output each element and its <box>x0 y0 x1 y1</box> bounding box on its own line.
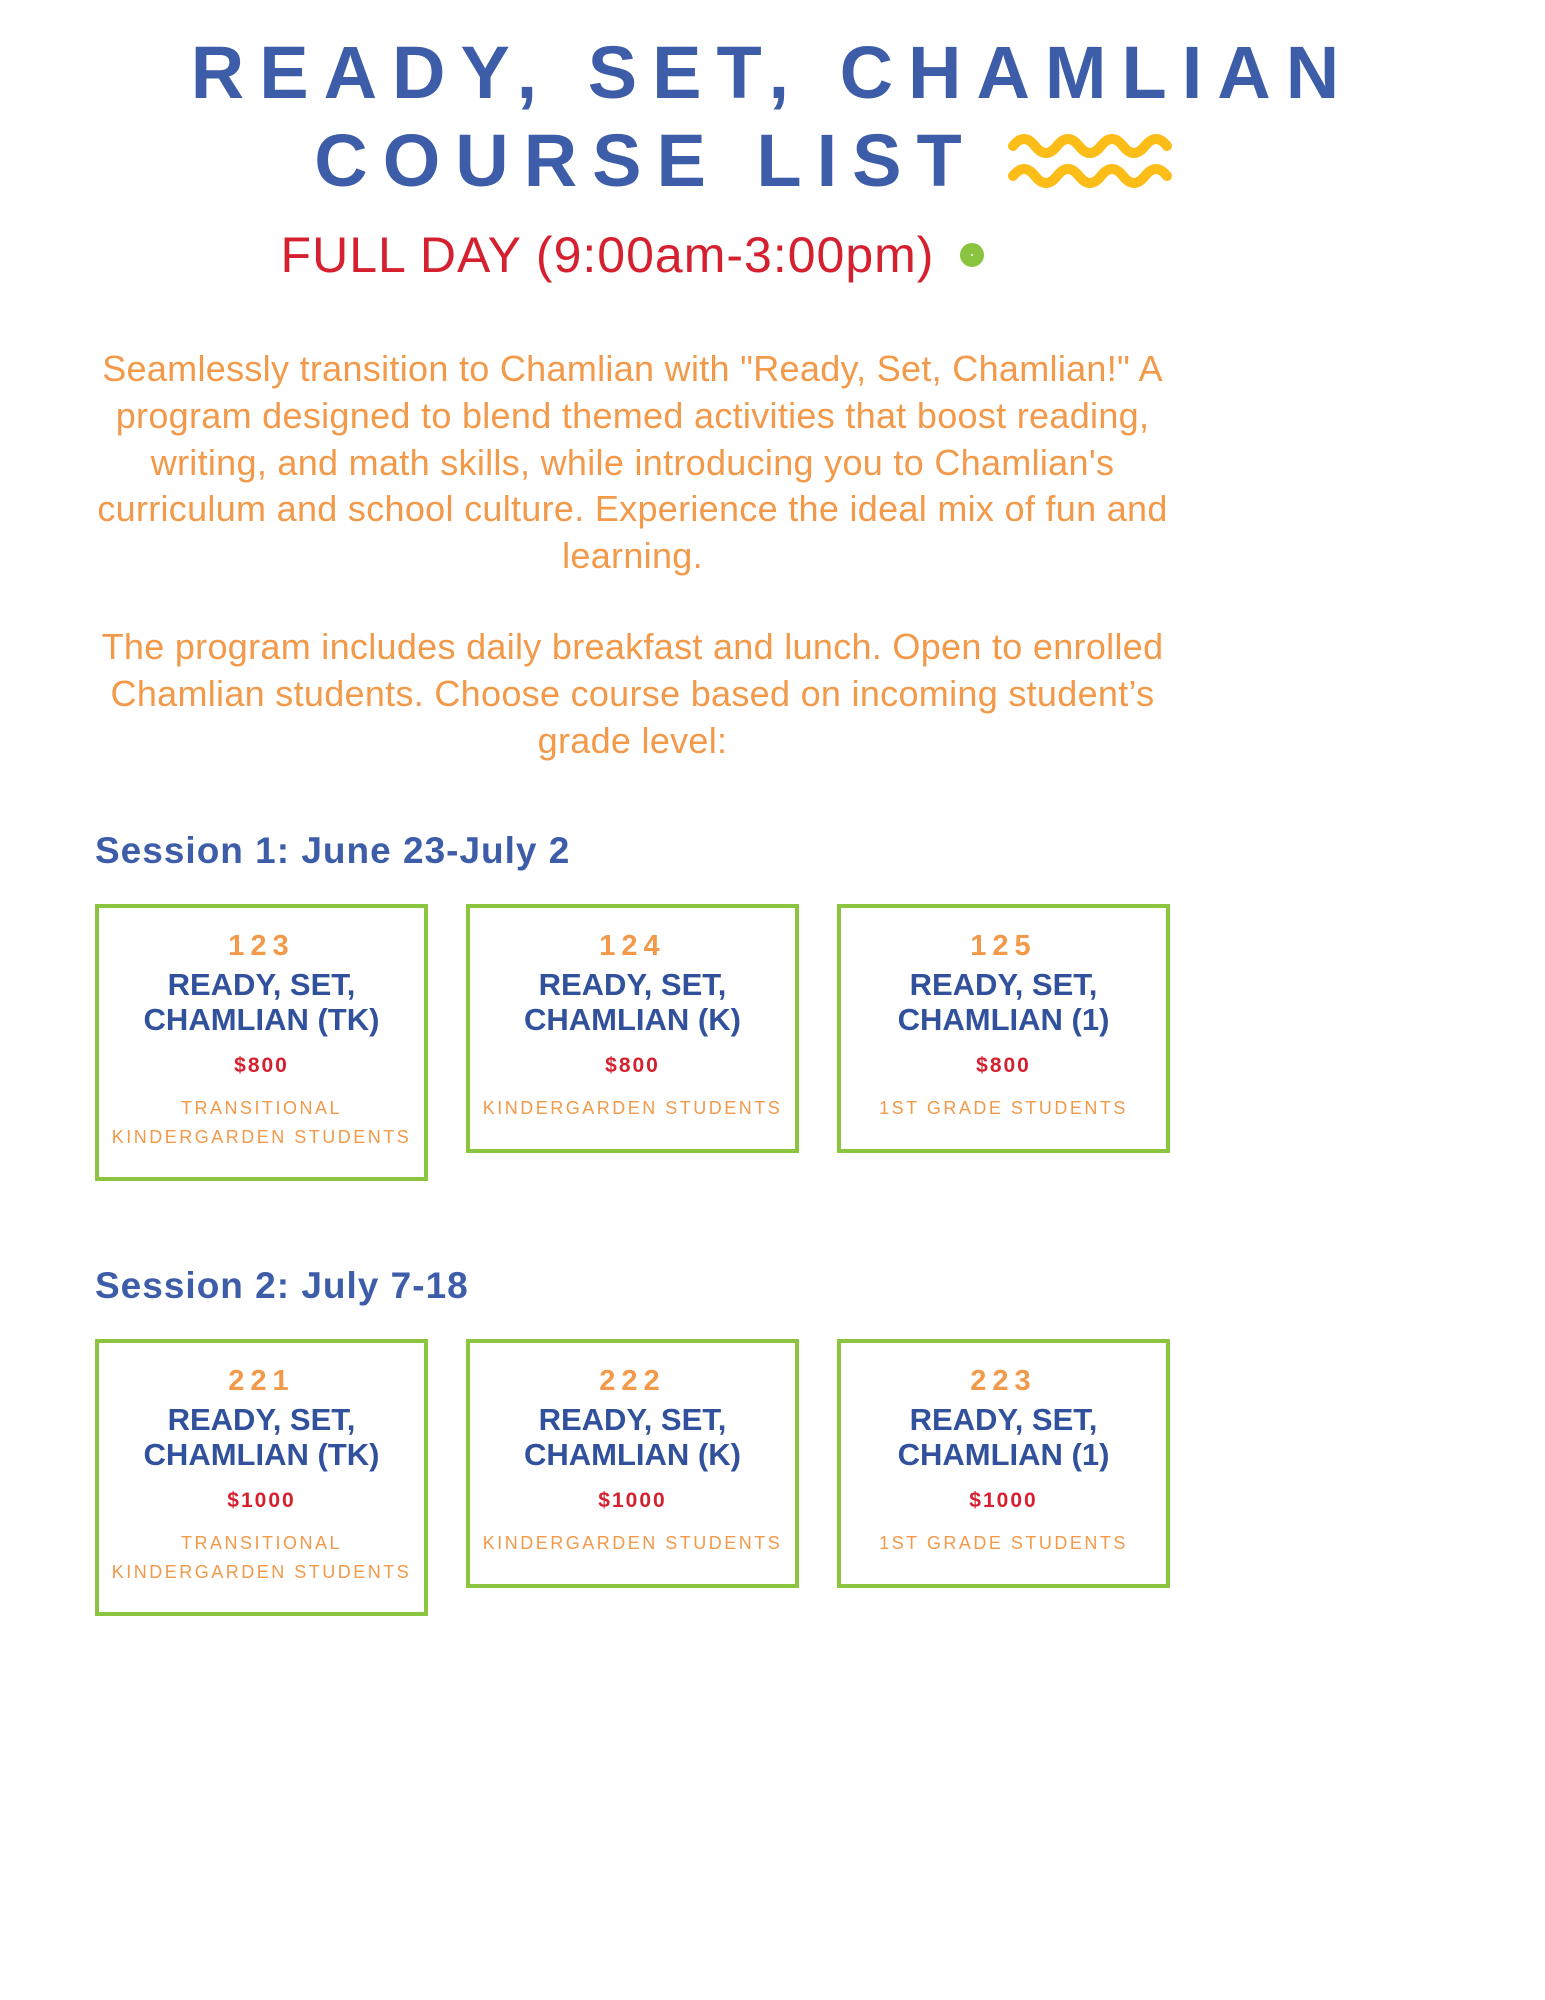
page-title-line2: COURSE LIST <box>314 119 977 202</box>
session-2 <box>95 1265 1170 1616</box>
course-audience: TRANSITIONAL KINDERGARDEN STUDENTS <box>111 1532 412 1582</box>
course-price: $800 <box>605 1053 660 1077</box>
course-name-line1: READY, SET, <box>538 1402 727 1438</box>
course-name <box>849 968 1158 1037</box>
course-name-line2: CHAMLIAN (1) <box>897 1002 1110 1038</box>
session-2-cards <box>95 1339 1170 1616</box>
course-name <box>107 968 416 1037</box>
session-1-heading: Session 1: June 23-July 2 <box>95 830 571 872</box>
course-audience: 1ST GRADE STUDENTS <box>879 1532 1128 1553</box>
course-name-line2: CHAMLIAN (K) <box>524 1437 741 1473</box>
course-audience: KINDERGARDEN STUDENTS <box>482 1532 783 1553</box>
course-name-line1: READY, SET, <box>909 967 1098 1003</box>
course-card-124 <box>466 904 799 1152</box>
course-card-123 <box>95 904 428 1181</box>
course-code: 123 <box>228 930 295 963</box>
session-1 <box>95 830 1170 1181</box>
subtitle: FULL DAY (9:00am-3:00pm) <box>280 227 935 283</box>
session-2-heading: Session 2: July 7-18 <box>95 1265 469 1307</box>
course-code: 125 <box>970 930 1037 963</box>
course-code: 223 <box>970 1365 1037 1398</box>
course-price: $1000 <box>969 1488 1038 1512</box>
course-price: $1000 <box>227 1488 296 1512</box>
course-audience: TRANSITIONAL KINDERGARDEN STUDENTS <box>111 1097 412 1147</box>
course-name <box>478 1403 787 1472</box>
course-name-line1: READY, SET, <box>167 1402 356 1438</box>
page-title-line1: READY, SET, CHAMLIAN <box>190 31 1355 114</box>
course-name-line2: CHAMLIAN (1) <box>897 1437 1110 1473</box>
page-title-row2 <box>0 119 1517 202</box>
course-price: $800 <box>234 1053 289 1077</box>
course-card-222 <box>466 1339 799 1587</box>
course-name-line2: CHAMLIAN (TK) <box>143 1002 380 1038</box>
wavy-lines-icon <box>1007 130 1175 192</box>
subtitle-row <box>95 226 1170 284</box>
course-price: $800 <box>976 1053 1031 1077</box>
course-audience: KINDERGARDEN STUDENTS <box>482 1097 783 1118</box>
course-name-line2: CHAMLIAN (K) <box>524 1002 741 1038</box>
intro-paragraph: Seamlessly transition to Chamlian with "Ready, Set, Chamlian!" A program designed to blend themed activities that boost reading, writing, and math skills, while introducing you to Chamlian's curriculum and school culture. Experience the ideal mix of fun and learning. <box>97 348 1168 577</box>
session-1-cards <box>95 904 1170 1181</box>
course-name <box>107 1403 416 1472</box>
course-card-223 <box>837 1339 1170 1587</box>
content <box>95 226 1170 1616</box>
course-name <box>478 968 787 1037</box>
course-name-line1: READY, SET, <box>538 967 727 1003</box>
course-code: 222 <box>599 1365 666 1398</box>
course-price: $1000 <box>598 1488 667 1512</box>
course-audience: 1ST GRADE STUDENTS <box>879 1097 1128 1118</box>
course-name <box>849 1403 1158 1472</box>
details-paragraph: The program includes daily breakfast and lunch. Open to enrolled Chamlian students. Choose course based on incoming student’s grade level: <box>101 625 1164 761</box>
course-name-line2: CHAMLIAN (TK) <box>143 1437 380 1473</box>
course-name-line1: READY, SET, <box>167 967 356 1003</box>
course-code: 124 <box>599 930 666 963</box>
course-name-line1: READY, SET, <box>909 1402 1098 1438</box>
course-card-125 <box>837 904 1170 1152</box>
header <box>0 0 1545 202</box>
course-code: 221 <box>228 1365 295 1398</box>
ring-icon <box>960 243 984 267</box>
course-card-221 <box>95 1339 428 1616</box>
